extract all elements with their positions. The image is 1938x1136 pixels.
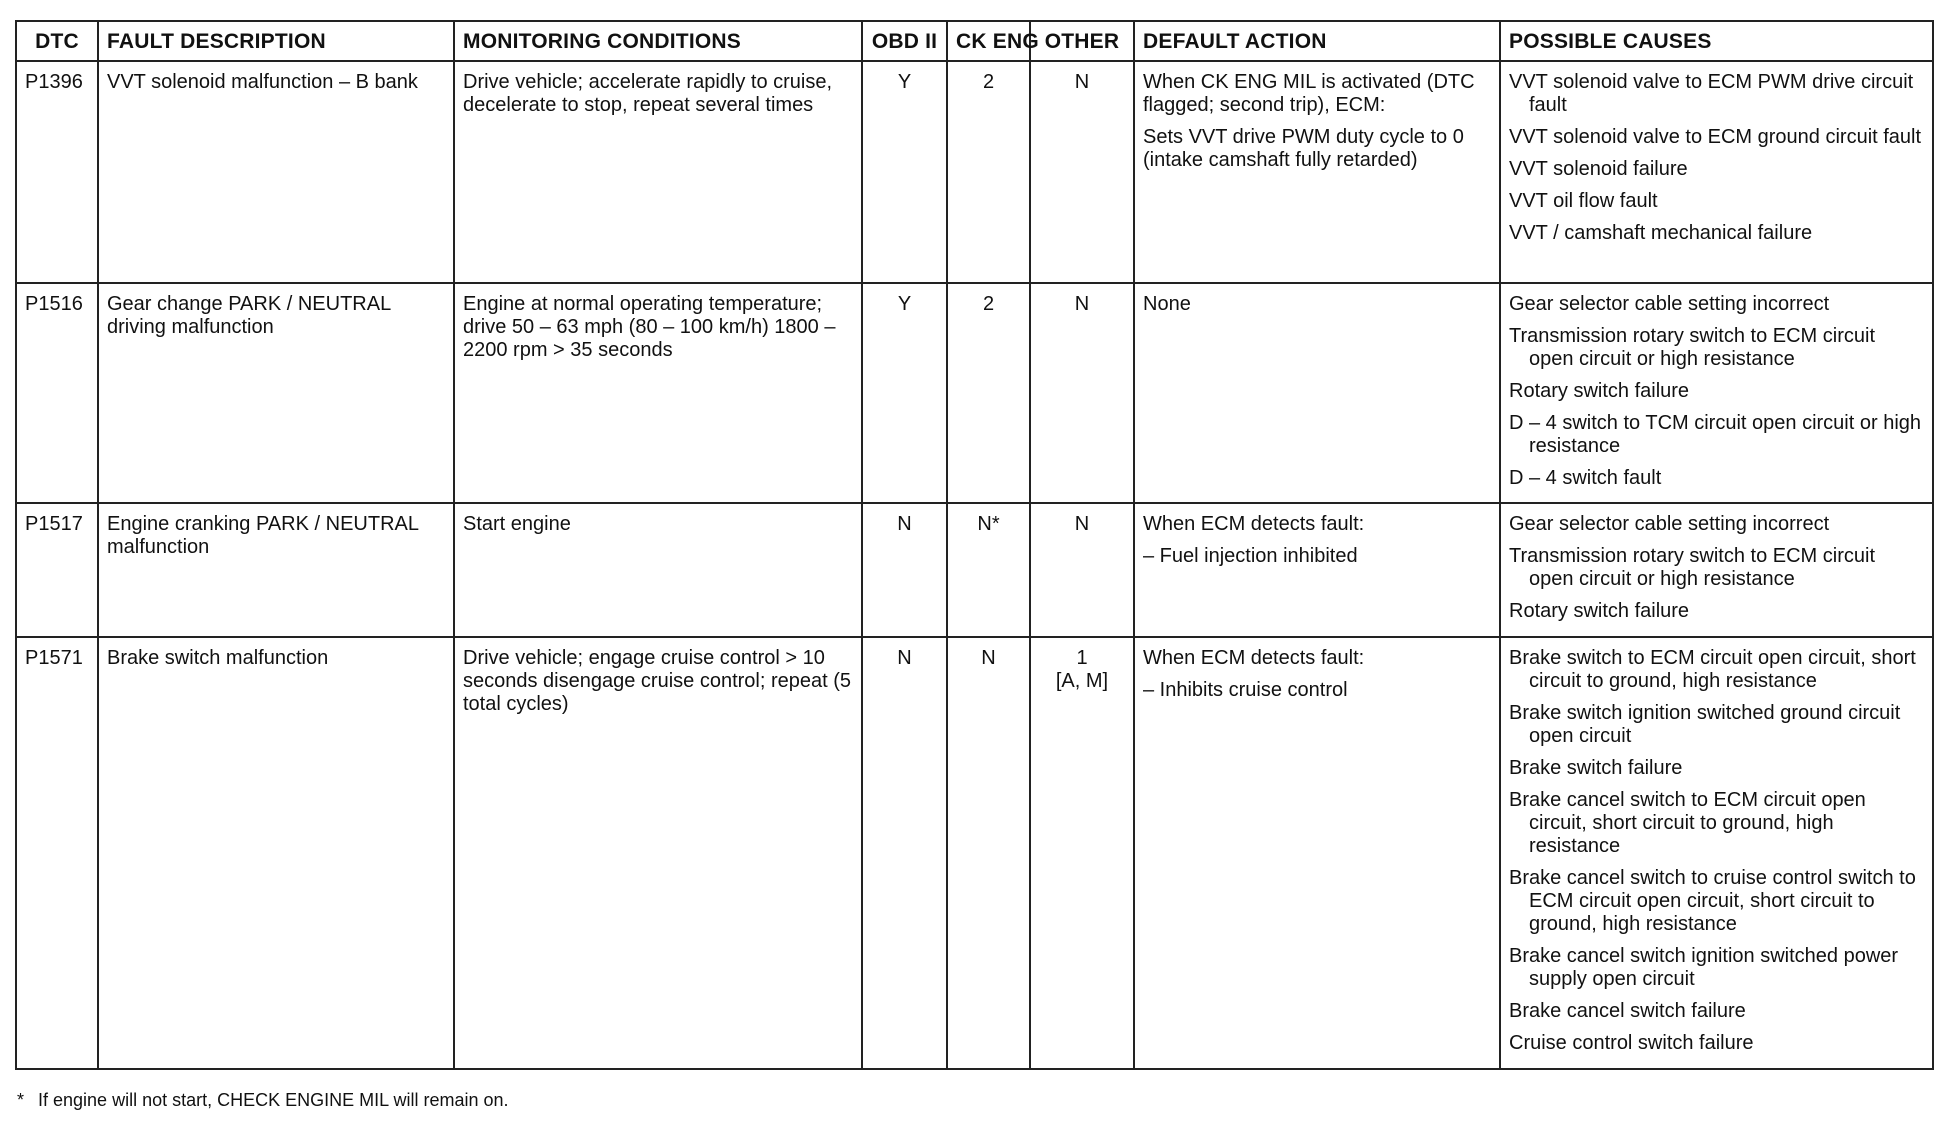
other-cell: N xyxy=(1030,283,1134,503)
ck-eng-cell: N xyxy=(947,637,1030,1069)
default-action-line: When ECM detects fault: xyxy=(1143,513,1365,535)
possible-cause-item: Gear selector cable setting incorrect xyxy=(1509,513,1830,535)
other-cell: N xyxy=(1030,503,1134,637)
default-action-line: Sets VVT drive PWM duty cycle to 0 (intake camshaft fully retarded) xyxy=(1143,126,1464,171)
header-default-action: DEFAULT ACTION xyxy=(1134,21,1500,61)
ck-eng-cell: N* xyxy=(947,503,1030,637)
possible-cause-item: Brake cancel switch ignition switched power supply open circuit xyxy=(1509,945,1899,990)
possible-cause-item: Rotary switch failure xyxy=(1509,600,1690,622)
possible-cause-item: Gear selector cable setting incorrect xyxy=(1509,293,1830,315)
header-monitoring-conditions: MONITORING CONDITIONS xyxy=(454,21,862,61)
possible-cause-item: Brake cancel switch failure xyxy=(1509,1000,1746,1022)
possible-cause-item: Brake cancel switch to ECM circuit open circuit, short circuit to ground, high resistance xyxy=(1509,789,1866,857)
footnote xyxy=(17,1090,509,1111)
fault-description-cell: Gear change PARK / NEUTRAL driving malfunction xyxy=(98,283,454,503)
possible-cause-item: VVT solenoid valve to ECM ground circuit fault xyxy=(1509,126,1922,148)
table-row xyxy=(16,503,1933,637)
possible-causes-cell xyxy=(1500,283,1933,503)
possible-cause-item: Brake switch failure xyxy=(1509,757,1683,779)
monitoring-conditions-cell: Engine at normal operating temperature; drive 50 – 63 mph (80 – 100 km/h) 1800 – 2200 rpm > 35 seconds xyxy=(454,283,862,503)
obd-ii-cell: Y xyxy=(862,283,947,503)
default-action-line: – Fuel injection inhibited xyxy=(1143,545,1358,567)
other-cell: N xyxy=(1030,61,1134,283)
default-action-line: – Inhibits cruise control xyxy=(1143,679,1348,701)
default-action-line: None xyxy=(1143,293,1191,315)
possible-cause-item: Transmission rotary switch to ECM circuit open circuit or high resistance xyxy=(1509,325,1875,370)
monitoring-conditions-cell: Drive vehicle; engage cruise control > 10 seconds disengage cruise control; repeat (5 total cycles) xyxy=(454,637,862,1069)
table-row xyxy=(16,61,1933,283)
ck-eng-cell: 2 xyxy=(947,61,1030,283)
default-action-cell xyxy=(1134,503,1500,637)
dtc-cell: P1571 xyxy=(16,637,98,1069)
possible-cause-item: Brake switch to ECM circuit open circuit, short circuit to ground, high resistance xyxy=(1509,647,1916,692)
possible-cause-item: VVT / camshaft mechanical failure xyxy=(1509,222,1813,244)
dtc-cell: P1516 xyxy=(16,283,98,503)
default-action-line: When CK ENG MIL is activated (DTC flagged; second trip), ECM: xyxy=(1143,71,1475,116)
footnote-marker: * xyxy=(17,1090,25,1110)
dtc-table-container xyxy=(15,20,1932,1070)
header-row xyxy=(16,21,1933,61)
header-fault-description: FAULT DESCRIPTION xyxy=(98,21,454,61)
fault-description-cell: Brake switch malfunction xyxy=(98,637,454,1069)
fault-description-cell: VVT solenoid malfunction – B bank xyxy=(98,61,454,283)
header-obd-ii: OBD II xyxy=(862,21,947,61)
header-other: OTHER xyxy=(1030,21,1134,61)
possible-cause-item: Transmission rotary switch to ECM circuit open circuit or high resistance xyxy=(1509,545,1875,590)
possible-cause-item: Cruise control switch failure xyxy=(1509,1032,1754,1054)
possible-cause-item: VVT solenoid failure xyxy=(1509,158,1688,180)
table-row xyxy=(16,283,1933,503)
header-possible-causes: POSSIBLE CAUSES xyxy=(1500,21,1933,61)
monitoring-conditions-cell: Drive vehicle; accelerate rapidly to cruise, decelerate to stop, repeat several times xyxy=(454,61,862,283)
header-ck-eng: CK ENG xyxy=(947,21,1030,61)
obd-ii-cell: N xyxy=(862,637,947,1069)
obd-ii-cell: Y xyxy=(862,61,947,283)
default-action-line: When ECM detects fault: xyxy=(1143,647,1365,669)
possible-cause-item: Brake switch ignition switched ground circuit open circuit xyxy=(1509,702,1901,747)
possible-cause-item: Brake cancel switch to cruise control switch to ECM circuit open circuit, short circuit to ground, high resistance xyxy=(1509,867,1916,935)
obd-ii-cell: N xyxy=(862,503,947,637)
default-action-cell xyxy=(1134,283,1500,503)
possible-cause-item: D – 4 switch fault xyxy=(1509,467,1662,489)
possible-cause-item: VVT oil flow fault xyxy=(1509,190,1658,212)
possible-causes-cell xyxy=(1500,637,1933,1069)
footnote-text: If engine will not start, CHECK ENGINE MIL will remain on. xyxy=(38,1090,509,1110)
dtc-table xyxy=(15,20,1934,1070)
fault-description-cell: Engine cranking PARK / NEUTRAL malfunction xyxy=(98,503,454,637)
table-body xyxy=(16,61,1933,1069)
default-action-cell xyxy=(1134,61,1500,283)
monitoring-conditions-cell: Start engine xyxy=(454,503,862,637)
ck-eng-cell: 2 xyxy=(947,283,1030,503)
table-row xyxy=(16,637,1933,1069)
dtc-cell: P1396 xyxy=(16,61,98,283)
other-cell: 1 [A, M] xyxy=(1030,637,1134,1069)
possible-cause-item: Rotary switch failure xyxy=(1509,380,1690,402)
header-dtc: DTC xyxy=(16,21,98,61)
dtc-cell: P1517 xyxy=(16,503,98,637)
possible-causes-cell xyxy=(1500,61,1933,283)
possible-cause-item: VVT solenoid valve to ECM PWM drive circuit fault xyxy=(1509,71,1914,116)
possible-causes-cell xyxy=(1500,503,1933,637)
possible-cause-item: D – 4 switch to TCM circuit open circuit or high resistance xyxy=(1509,412,1922,457)
default-action-cell xyxy=(1134,637,1500,1069)
